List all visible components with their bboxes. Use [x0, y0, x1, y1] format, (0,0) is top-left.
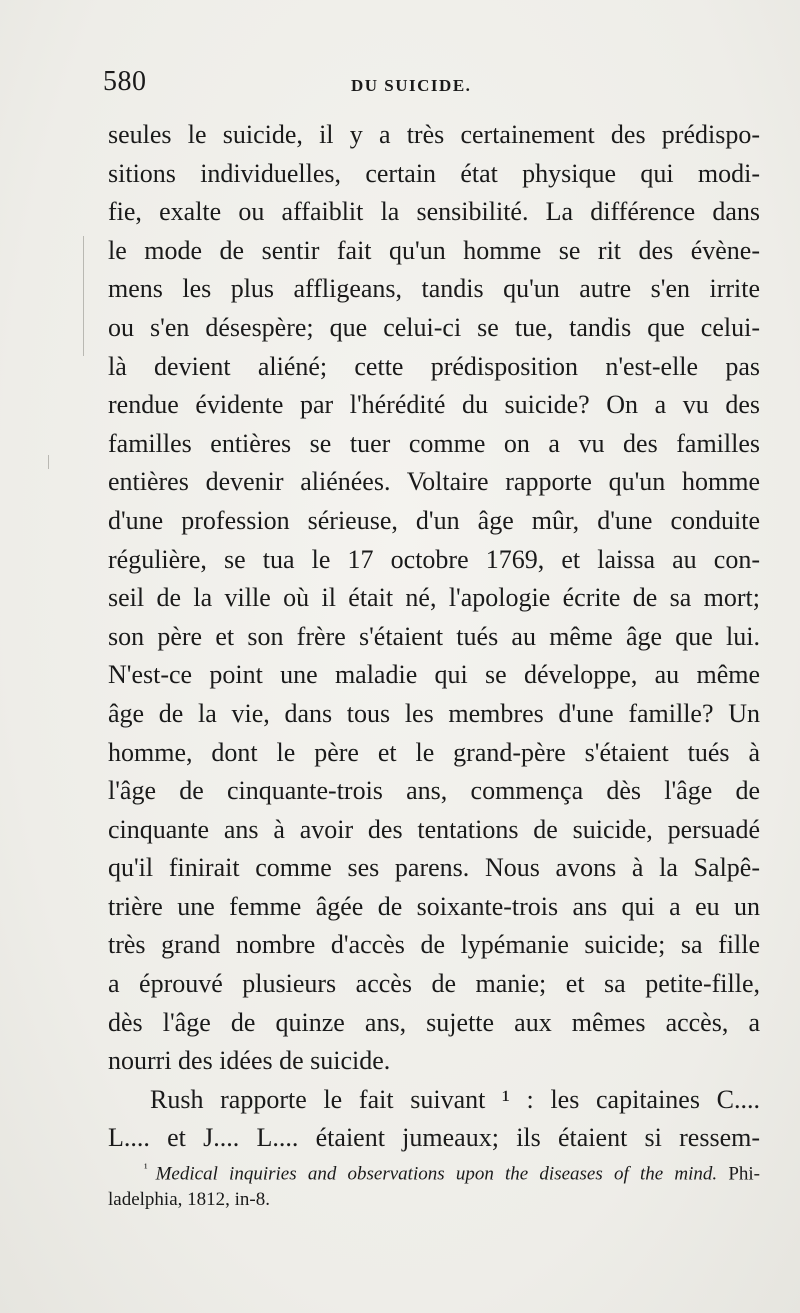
text-line: d'une profession sérieuse, d'un âge mûr, d'une conduite: [108, 505, 760, 535]
footnotes: [108, 1152, 760, 1216]
text-line: là devient aliéné; cette prédisposition n'est-elle pas: [108, 351, 760, 381]
text-line: dès l'âge de quinze ans, sujette aux mêmes accès, a: [108, 1007, 760, 1037]
text-line: ou s'en désespère; que celui-ci se tue, tandis que celui-: [108, 312, 760, 342]
footnote-title-tail: Phi-: [728, 1163, 760, 1185]
text-line: l'âge de cinquante-trois ans, commença dès l'âge de: [108, 776, 760, 806]
text-line: trière une femme âgée de soixante-trois ans qui a eu un: [108, 891, 760, 921]
page-header: [103, 66, 753, 106]
text-line: fie, exalte ou affaiblit la sensibilité. La différence dans: [108, 197, 760, 227]
text-line: seil de la ville où il était né, l'apologie écrite de sa mort;: [108, 583, 760, 613]
text-line: très grand nombre d'accès de lypémanie suicide; sa fille: [108, 930, 760, 960]
text-line: familles entières se tuer comme on a vu des familles: [108, 428, 760, 458]
footnote-line-continued: ladelphia, 1812, in-8.: [108, 1189, 270, 1210]
text-line: le mode de sentir fait qu'un homme se rit des évène-: [108, 235, 760, 265]
text-line: homme, dont le père et le grand-père s'étaient tués à: [108, 737, 760, 767]
text-line: sitions individuelles, certain état physique qui modi-: [108, 158, 760, 188]
text-line: a éprouvé plusieurs accès de manie; et sa petite-fille,: [108, 969, 760, 999]
margin-pencil-mark-lower: [48, 455, 49, 469]
text-line: N'est-ce point une maladie qui se développe, au même: [108, 660, 760, 690]
page-number: 580: [103, 66, 147, 97]
paragraph-first-line: Rush rapporte le fait suivant ¹ : les capitaines C....: [150, 1084, 760, 1114]
text-line: cinquante ans à avoir des tentations de suicide, persuadé: [108, 814, 760, 844]
paragraph-last-line: nourri des idées de suicide.: [108, 1046, 391, 1076]
text-line: régulière, se tua le 17 octobre 1769, et laissa au con-: [108, 544, 760, 574]
text-line: L.... et J.... L.... étaient jumeaux; ils étaient si ressem-: [108, 1123, 760, 1153]
text-line: âge de la vie, dans tous les membres d'une famille? Un: [108, 698, 760, 728]
body-text: [108, 116, 760, 1158]
footnote-line: [108, 1152, 760, 1184]
running-head: DU SUICIDE.: [351, 76, 472, 95]
footnote-title: Medical inquiries and observations upon the diseases of the mind.: [155, 1163, 718, 1185]
margin-pencil-mark: [83, 236, 84, 356]
text-line: son père et son frère s'étaient tués au même âge que lui.: [108, 621, 760, 651]
text-line: mens les plus affligeans, tandis qu'un autre s'en irrite: [108, 274, 760, 304]
text-line: rendue évidente par l'hérédité du suicide? On a vu des: [108, 390, 760, 420]
text-line: seules le suicide, il y a très certainement des prédispo-: [108, 120, 760, 149]
footnote-marker: ¹: [144, 1161, 148, 1175]
text-line: qu'il finirait comme ses parens. Nous avons à la Salpê-: [108, 853, 760, 883]
text-line: entières devenir aliénées. Voltaire rapporte qu'un homme: [108, 467, 760, 497]
